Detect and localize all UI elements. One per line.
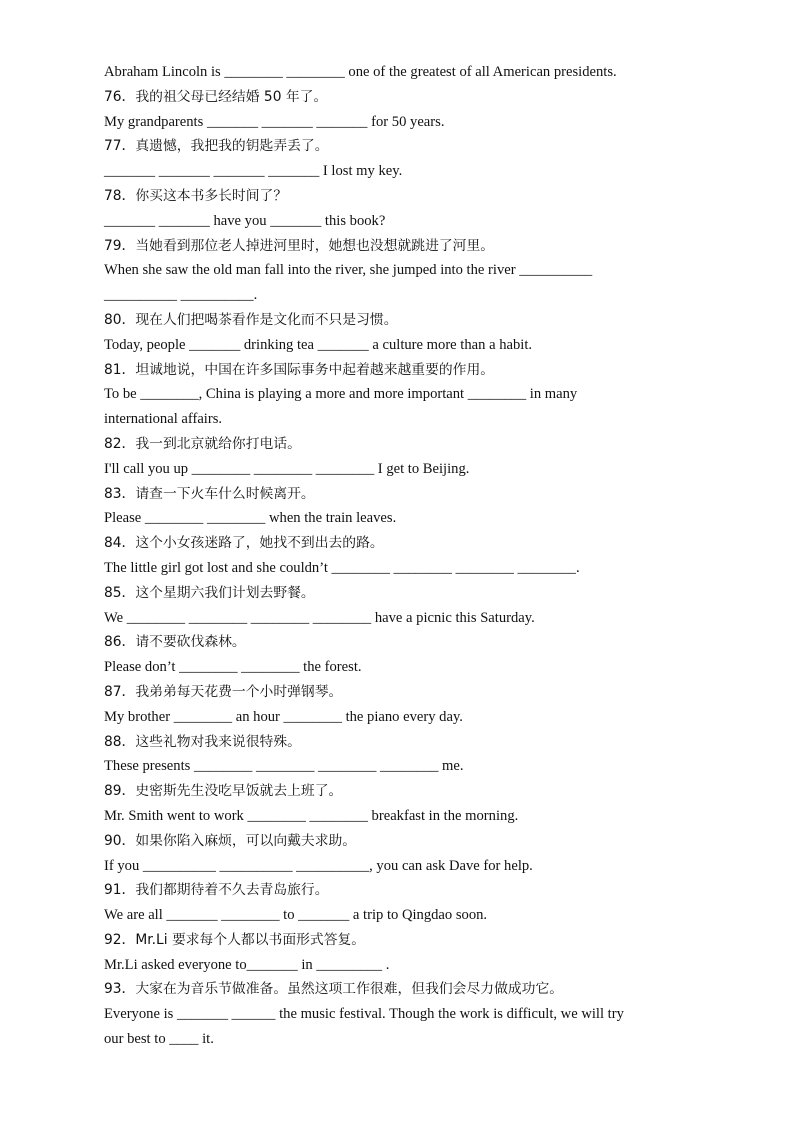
question-93-chinese: 93．大家在为音乐节做准备。虽然这项工作很难，但我们会尽力做成功它。 (104, 981, 564, 998)
question-86-answer-line: Please don’t ________ ________ the forest. (104, 659, 362, 676)
question-81-answer-line: To be ________, China is playing a more and more important ________ in many (104, 386, 578, 403)
question-79-answer-line: When she saw the old man fall into the river, she jumped into the river __________ (104, 262, 593, 279)
question-83-chinese: 83．请查一下火车什么时候离开。 (104, 485, 315, 502)
question-86-chinese: 86．请不要砍伐森林。 (104, 634, 246, 651)
question-82-answer-line: I'll call you up ________ ________ ________ I get to Beijing. (104, 460, 470, 477)
question-91-answer-line: We are all _______ ________ to _______ a trip to Qingdao soon. (104, 907, 488, 924)
question-90-answer-line: If you __________ __________ __________, you can ask Dave for help. (104, 857, 533, 874)
question-76-answer-line: My grandparents _______ _______ _______ for 50 years. (104, 113, 445, 130)
question-85-chinese: 85．这个星期六我们计划去野餐。 (104, 584, 315, 601)
question-78-answer-line: _______ _______ have you _______ this book? (104, 212, 386, 229)
question-87-chinese: 87．我弟弟每天花费一个小时弹钢琴。 (104, 683, 343, 700)
question-89-chinese: 89．史密斯先生没吃早饭就去上班了。 (104, 783, 343, 800)
question-83-answer-line: Please ________ ________ when the train leaves. (104, 510, 397, 527)
question-76-chinese: 76．我的祖父母已经结婚 50 年了。 (104, 88, 328, 105)
question-81-answer-line-continued: international affairs. (104, 411, 223, 428)
question-91-chinese: 91．我们都期待着不久去青岛旅行。 (104, 882, 329, 899)
worksheet-page (104, 60, 704, 1052)
question-92-answer-line: Mr.Li asked everyone to_______ in _________ . (104, 956, 390, 973)
question-90-chinese: 90．如果你陷入麻烦，可以向戴夫求助。 (104, 832, 357, 849)
question-93-answer-line: Everyone is _______ ______ the music festival. Though the work is difficult, we will try (104, 1006, 624, 1023)
question-84-answer-line: The little girl got lost and she couldn’t ________ ________ ________ ________. (104, 559, 580, 576)
question-88-chinese: 88．这些礼物对我来说很特殊。 (104, 733, 301, 750)
question-78-chinese: 78．你买这本书多长时间了？ (104, 187, 288, 204)
question-75-answer-line: Abraham Lincoln is ________ ________ one of the greatest of all American presidents. (104, 64, 617, 80)
question-88-answer-line: These presents ________ ________ ________ ________ me. (104, 758, 464, 775)
question-80-chinese: 80．现在人们把喝茶看作是文化而不只是习惯。 (104, 311, 398, 328)
question-89-answer-line: Mr. Smith went to work ________ ________ breakfast in the morning. (104, 807, 519, 824)
question-92-chinese: 92．Mr.Li 要求每个人都以书面形式答复。 (104, 931, 366, 948)
question-81-chinese: 81．坦诚地说，中国在许多国际事务中起着越来越重要的作用。 (104, 361, 495, 378)
question-77-chinese: 77．真遗憾，我把我的钥匙弄丢了。 (104, 138, 329, 155)
question-85-answer-line: We ________ ________ ________ ________ have a picnic this Saturday. (104, 609, 535, 626)
question-82-chinese: 82．我一到北京就给你打电话。 (104, 435, 301, 452)
question-93-answer-line-continued: our best to ____ it. (104, 1031, 214, 1048)
question-79-answer-line-continued: __________ __________. (104, 287, 258, 304)
question-80-answer-line: Today, people _______ drinking tea _______ a culture more than a habit. (104, 336, 533, 353)
question-84-chinese: 84．这个小女孩迷路了，她找不到出去的路。 (104, 535, 384, 552)
question-87-answer-line: My brother ________ an hour ________ the piano every day. (104, 708, 463, 725)
question-79-chinese: 79．当她看到那位老人掉进河里时，她想也没想就跳进了河里。 (104, 237, 495, 254)
question-77-answer-line: _______ _______ _______ _______ I lost my key. (104, 163, 403, 180)
